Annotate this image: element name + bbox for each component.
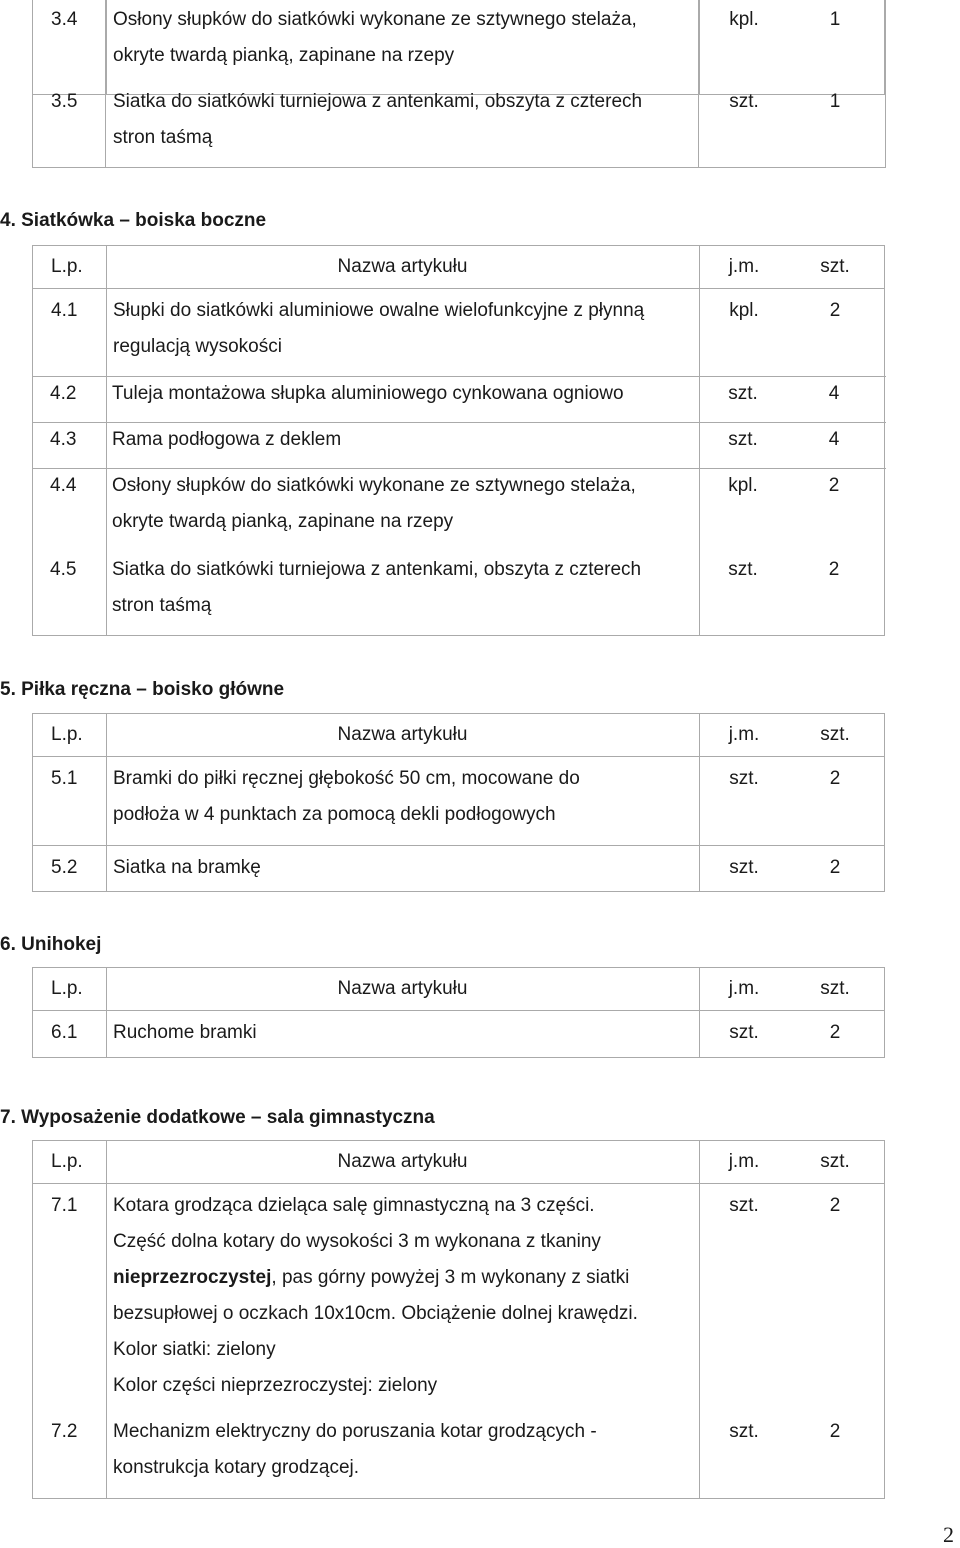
row-qty: 2 — [829, 768, 841, 789]
row-jm: szt. — [728, 429, 758, 450]
row-qty: 1 — [829, 91, 841, 112]
row-qty: 1 — [829, 9, 841, 30]
header-name: Nazwa artykułu — [337, 978, 468, 999]
table-row — [32, 0, 885, 148]
row-lp: 5.1 — [51, 768, 78, 789]
row-jm: szt. — [729, 1022, 759, 1043]
header-qty: szt. — [820, 1151, 850, 1172]
header-name: Nazwa artykułu — [337, 256, 468, 277]
table-header-row — [32, 967, 885, 1010]
row-name-line: Siatka do siatkówki turniejowa z antenkami, obszyta z czterech — [113, 91, 643, 112]
header-jm: j.m. — [728, 978, 760, 999]
row-qty: 2 — [829, 857, 841, 878]
header-lp: L.p. — [51, 1151, 83, 1172]
row-name-line: Ruchome bramki — [113, 1022, 257, 1043]
header-jm: j.m. — [728, 256, 760, 277]
row-name-line: konstrukcja kotary grodzącej. — [113, 1457, 360, 1478]
row-jm: szt. — [729, 1195, 759, 1216]
row-lp: 7.1 — [51, 1195, 78, 1216]
row-jm: szt. — [729, 91, 759, 112]
header-qty: szt. — [820, 978, 850, 999]
row-jm: szt. — [729, 857, 759, 878]
row-jm: szt. — [729, 768, 759, 789]
header-lp: L.p. — [51, 978, 83, 999]
header-name: Nazwa artykułu — [337, 724, 468, 745]
row-name-line: Słupki do siatkówki aluminiowe owalne wielofunkcyjne z płynną — [113, 300, 645, 321]
row-name-line: Mechanizm elektryczny do poruszania kotar grodzących - — [113, 1421, 597, 1442]
table-row — [32, 756, 885, 845]
row-name-line: Siatka na bramkę — [113, 857, 261, 878]
section-title-6: 6. Unihokej — [0, 934, 102, 955]
row-qty: 2 — [829, 1421, 841, 1442]
row-qty: 2 — [829, 1195, 841, 1216]
header-jm: j.m. — [728, 1151, 760, 1172]
row-lp: 7.2 — [51, 1421, 78, 1442]
page-number: 2 — [943, 1522, 954, 1547]
row-name-line: Tuleja montażowa słupka aluminiowego cynkowana ogniowo — [112, 383, 624, 404]
row-lp: 4.4 — [50, 475, 77, 496]
header-qty: szt. — [820, 256, 850, 277]
row-qty: 4 — [828, 383, 840, 404]
row-qty: 2 — [828, 559, 840, 580]
row-jm: kpl. — [728, 475, 758, 496]
row-name-line: bezsupłowej o oczkach 10x10cm. Obciążenie dolnej krawędzi. — [113, 1303, 638, 1324]
row-name-line: Siatka do siatkówki turniejowa z antenkami, obszyta z czterech — [112, 559, 642, 580]
row-name-line: stron taśmą — [113, 127, 213, 148]
row-lp: 5.2 — [51, 857, 78, 878]
bold-term: nieprzezroczystej — [113, 1267, 272, 1288]
header-lp: L.p. — [51, 256, 83, 277]
row-name-line: Rama podłogowa z deklem — [112, 429, 342, 450]
table-row — [32, 1010, 885, 1058]
header-name: Nazwa artykułu — [337, 1151, 468, 1172]
table-section-6 — [32, 967, 885, 1058]
table-body — [32, 1183, 885, 1499]
row-name-line — [113, 1260, 629, 1296]
section-title-4: 4. Siatkówka – boiska boczne — [0, 210, 267, 231]
row-name-line: regulacją wysokości — [113, 336, 282, 357]
row-lp: 4.3 — [50, 429, 77, 450]
row-name-line: Część dolna kotary do wysokości 3 m wykonana z tkaniny — [113, 1231, 601, 1252]
table-section-3 — [32, 0, 885, 148]
row-jm: szt. — [728, 559, 758, 580]
row-lp: 3.4 — [51, 9, 78, 30]
header-lp: L.p. — [51, 724, 83, 745]
row-name-line: okryte twardą pianką, zapinane na rzepy — [113, 45, 455, 66]
row-lp: 4.5 — [50, 559, 77, 580]
row-qty: 2 — [829, 300, 841, 321]
row-name-line: Osłony słupków do siatkówki wykonane ze sztywnego stelaża, — [112, 475, 636, 496]
row-name-line: podłoża w 4 punktach za pomocą dekli podłogowych — [113, 804, 556, 825]
row-name-line-rest: , pas górny powyżej 3 m wykonany z siatki — [271, 1267, 630, 1288]
row-name-line: Bramki do piłki ręcznej głębokość 50 cm, mocowane do — [113, 768, 580, 789]
row-lp: 4.2 — [50, 383, 77, 404]
row-name-line: Osłony słupków do siatkówki wykonane ze sztywnego stelaża, — [113, 9, 637, 30]
header-qty: szt. — [820, 724, 850, 745]
row-name-line: Kolor części nieprzezroczystej: zielony — [113, 1375, 438, 1396]
row-lp: 4.1 — [51, 300, 78, 321]
row-name-line: Kolor siatki: zielony — [113, 1339, 276, 1360]
row-name-line: Kotara grodząca dzieląca salę gimnastyczną na 3 części. — [113, 1195, 595, 1216]
row-jm: szt. — [728, 383, 758, 404]
row-jm: kpl. — [729, 9, 759, 30]
table-row — [32, 845, 885, 892]
table-header-row — [32, 1140, 885, 1183]
header-jm: j.m. — [728, 724, 760, 745]
table-section-7 — [32, 1140, 885, 1499]
table-section-5 — [32, 713, 885, 892]
row-qty: 2 — [828, 475, 840, 496]
table-header-row — [32, 713, 885, 756]
row-qty: 2 — [829, 1022, 841, 1043]
row-lp: 6.1 — [51, 1022, 78, 1043]
row-jm: szt. — [729, 1421, 759, 1442]
row-name-line: stron taśmą — [112, 595, 212, 616]
section-title-7: 7. Wyposażenie dodatkowe – sala gimnastyczna — [0, 1107, 435, 1128]
row-jm: kpl. — [729, 300, 759, 321]
table-header-row — [32, 245, 885, 288]
section-title-5: 5. Piłka ręczna – boisko główne — [0, 679, 285, 700]
row-qty: 4 — [828, 429, 840, 450]
row-name-line: okryte twardą pianką, zapinane na rzepy — [112, 511, 454, 532]
row-lp: 3.5 — [51, 91, 78, 112]
